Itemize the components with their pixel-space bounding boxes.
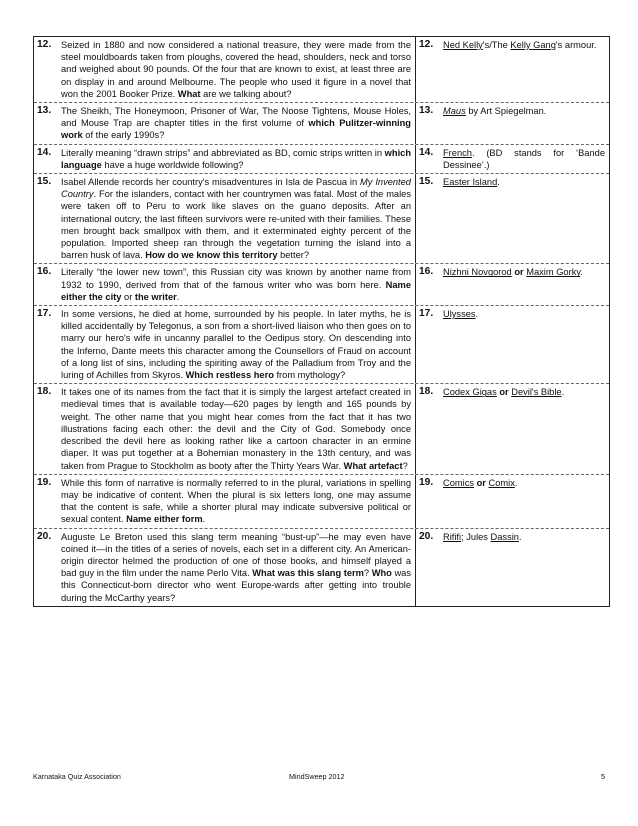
question-text [61,386,411,471]
answer-text [443,386,605,471]
text-run: . [202,514,206,525]
question-cell [34,264,416,305]
text-run: ? [363,568,372,579]
bold-run: What [177,88,201,99]
question-row-13 [34,103,609,145]
question-row-19 [34,475,609,529]
bold-run: which language [61,147,411,170]
answer-key-term: Kelly Gang [510,40,556,50]
answer-cell [416,37,609,102]
answer-cell [416,103,609,144]
text-run: better? [277,250,310,261]
answer-text [443,147,605,171]
question-number: 16. [37,266,52,278]
text-run: While this form of narrative is normally referred to in the plural, variations in spelling may be indicative of content. When the plural is six letters long, one may assume that the content is safe, while a shorter plural may indicate subversive political or sexual content. [61,477,411,525]
answer-text [443,105,605,142]
answer-cell [416,529,609,606]
question-number: 15. [37,176,52,188]
answer-cell [416,145,609,173]
bold-run: Who [371,568,392,579]
bold-run: What artefact [343,460,403,471]
question-number: 19. [37,476,52,488]
answer-cell [416,264,609,305]
answer-key-term: Ned Kelly [443,40,483,50]
answer-key-term: French [443,147,472,158]
text-run: have a huge worldwide following? [101,159,244,170]
text-run: Seized in 1880 and now considered a national treasure, they were made from the steel mouldboards taken from ploughs, covered the head, shoulders, neck and torso and weighed about 90 pounds. Of the four that are known to exist, at least three are on display in and around Melbourne. The people who used it figure in a novel that won the 2001 Booker Prize. [61,40,411,99]
answer-key-term: Dassin [490,531,519,542]
text-run: It takes one of its names from the fact that it is simply the largest artefact created in medieval times that is available today—620 pages by length and 165 pounds by weight. The other name that you might hear comes from the fact that it has two illustrations facing each other: the devil and the City of God. Somebody once described the devil here as looking rather like a cartoon character in an ermine diaper. It was put together at a Bohemian monastery in the 13th century, and was taken from Prague to Stockholm as booty after the Thirty Years War. [61,387,411,471]
answer-key-term: Codex Gigas [443,387,497,398]
answer-number: 13. [419,105,434,117]
answer-cell [416,475,609,528]
text-run: or [121,291,135,302]
text-run: In some versions, he died at home, surrounded by his people. In later myths, he is killed accidentally by Telegonus, a son from a short-lived liaison who then goes on to marry our hero's wife in uncanny parallel to the Oedipus story. On descending into the Inferno, Dante meets this character among the Counsellors of Fraud on account of a long list of sins, including the spiriting away of the Palladium from Troy and the luring of Achilles from Skyros. [61,309,411,381]
question-number: 12. [37,39,52,50]
answer-text [443,39,605,100]
question-cell [34,174,416,263]
text-run: . [561,387,565,398]
text-run: . (BD stands for ‘Bande Dessinee’.) [443,147,605,170]
answer-cell [416,174,609,263]
question-cell [34,306,416,383]
question-text [61,266,411,303]
question-text [61,308,411,381]
text-run: Auguste Le Breton used this slang term meaning “bust-up”—he may even have coined it—in the titles of a series of novels, each set in a different city. An American-origin director helmed the production of one of those books, and himself played a bad guy in the film under the name Perlo Vita. [61,531,411,579]
question-cell [34,37,416,102]
text-run: from mythology? [273,370,346,381]
text-run: Literally “the lower new town”, this Russian city was known by another name from 1932 to 1990, derived from that of the famous writer who was born here. [61,267,411,290]
question-row-18 [34,384,609,474]
answer-number: 20. [419,530,434,542]
text-run: by Art Spiegelman. [465,106,547,117]
question-row-20 [34,529,609,606]
question-text [61,531,411,604]
answer-number: 14. [419,146,434,158]
answer-key-term: Maus [443,106,466,117]
text-run: Isabel Allende records her country's misadventures in Isla de Pascua in [61,177,361,188]
text-run: . [475,309,479,320]
question-cell [34,145,416,173]
answer-number: 17. [419,308,434,320]
text-run: . [497,177,500,188]
question-row-17 [34,306,609,384]
answer-key-term: Maxim Gorky [526,267,581,278]
answer-text [443,477,605,526]
question-row-12 [34,37,609,103]
answer-cell [416,306,609,383]
question-cell [34,103,416,144]
text-run: The Sheikh, The Honeymoon, Prisoner of War, The Noose Tightens, Mouse Holes, and Mouse Trap are chapter titles in the first volume of [61,106,411,129]
text-run: ; Jules [461,531,491,542]
text-run: . [176,291,180,302]
question-number: 17. [37,308,52,320]
answer-number: 16. [419,266,434,278]
text-run: of the early 1990s? [82,130,165,141]
question-text [61,477,411,526]
answer-text [443,176,605,261]
text-run: Literally meaning “drawn strips” and abbreviated as BD, comic strips written in [61,147,385,158]
answer-key-term: Comics [443,477,474,488]
question-row-14 [34,145,609,174]
bold-run: Name either the city [61,279,411,302]
answer-cell [416,384,609,473]
text-run: ? [402,460,408,471]
text-run: . [514,477,518,488]
question-number: 18. [37,386,52,398]
bold-run: Name either form [126,514,203,525]
text-run: 's/The [482,40,511,50]
answer-number: 19. [419,476,434,488]
bold-run: the writer [134,291,177,302]
answer-key-term: Comix [488,477,515,488]
text-run: . [580,267,583,278]
answer-key-term: Nizhni Novgorod [443,267,512,278]
bold-run: or [514,267,524,278]
quiz-table [33,36,610,607]
footer-organization: Karnataka Quiz Association [33,772,121,781]
question-number: 14. [37,146,52,158]
text-run: 's armour. [555,40,597,50]
question-row-16 [34,264,609,306]
bold-run: or [476,477,486,488]
bold-run: How do we know this territory [145,250,278,261]
answer-number: 15. [419,176,434,188]
answer-text [443,531,605,604]
text-run: was this Connecticut-born director who went Europe-wards after getting into trouble during the McCarthy years? [61,568,411,603]
bold-run: What was this slang term [252,568,364,579]
answer-number: 12. [419,39,434,50]
question-cell [34,529,416,606]
page-number: 5 [601,772,605,781]
bold-run: which Pulitzer-winning work [61,118,411,141]
answer-key-term: Ulysses [443,309,476,320]
question-text [61,105,411,142]
question-text [61,39,411,100]
footer-event-title: MindSweep 2012 [289,772,345,781]
italic-run: My Invented Country [61,177,411,200]
question-text [61,176,411,261]
text-run: are we talking about? [200,88,292,99]
question-number: 20. [37,530,52,542]
text-run: . For the islanders, contact with her countrymen was fatal. Most of the males were taken off to Peru to work like slaves on the guano deposits. After an international outcry, the last fifteen survivors were re-united with their families. These men brought back smallpox with them, and it exterminated eighty percent of the population. Imported sheep ran through the vegetation turning the island into a barren husk of lava. [61,189,411,261]
answer-key-term: Rififi [443,531,462,542]
answer-key-term: Devil's Bible [511,387,562,398]
question-cell [34,384,416,473]
question-row-15 [34,174,609,264]
question-number: 13. [37,105,52,117]
question-text [61,147,411,171]
answer-key-term: Easter Island [443,177,498,188]
question-cell [34,475,416,528]
bold-run: Which restless hero [185,370,274,381]
bold-run: or [499,387,509,398]
text-run: . [518,531,522,542]
answer-text [443,308,605,381]
answer-text [443,266,605,303]
answer-number: 18. [419,386,434,398]
